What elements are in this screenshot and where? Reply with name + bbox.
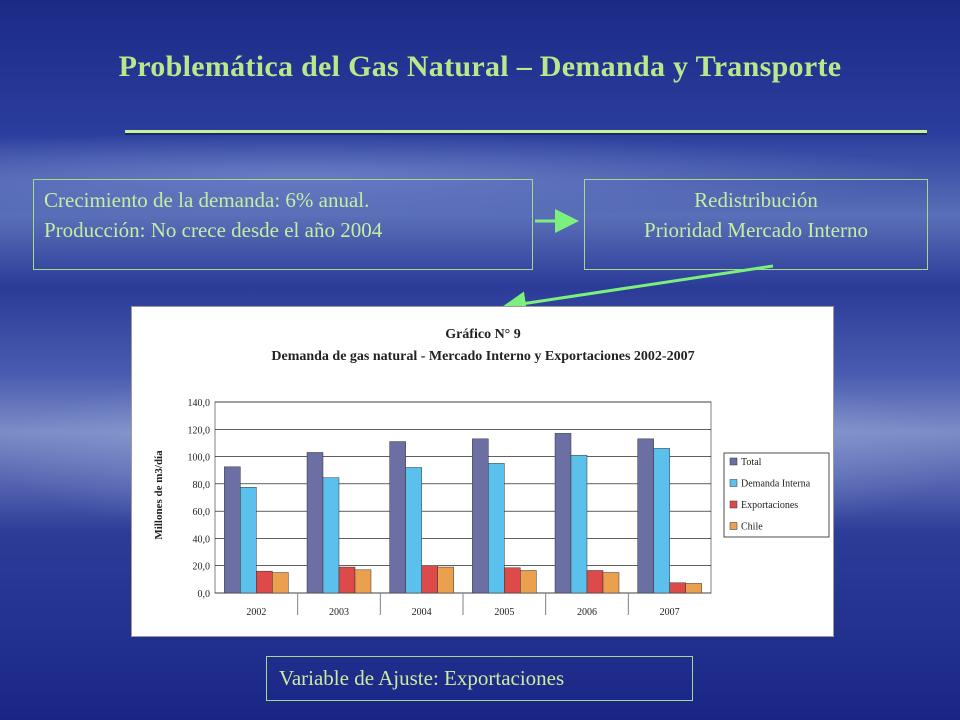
bar-chile-2004 xyxy=(438,567,454,593)
redistribution-text: Redistribución xyxy=(694,188,818,212)
bar-total-2002 xyxy=(224,467,240,593)
bar-demanda-interna-2002 xyxy=(240,487,256,593)
bar-demanda-interna-2006 xyxy=(571,455,587,593)
legend-label: Total xyxy=(741,457,762,468)
legend-swatch xyxy=(730,501,737,508)
bar-exportaciones-2006 xyxy=(587,570,603,593)
bar-total-2004 xyxy=(390,442,406,593)
bar-total-2006 xyxy=(555,433,571,593)
chart-title: Gráfico N° 9 xyxy=(445,327,521,342)
legend-swatch xyxy=(730,458,737,465)
bar-exportaciones-2003 xyxy=(339,567,355,593)
legend-label: Exportaciones xyxy=(741,500,799,511)
legend-label: Demanda Interna xyxy=(741,478,811,490)
adjustment-variable-text: Variable de Ajuste: Exportaciones xyxy=(279,666,565,690)
y-tick-label: 100,0 xyxy=(187,452,210,464)
x-tick-label: 2003 xyxy=(329,607,349,618)
y-tick-label: 40,0 xyxy=(192,534,210,546)
plot-area xyxy=(215,402,711,593)
y-tick-label: 20,0 xyxy=(192,561,210,573)
bar-exportaciones-2007 xyxy=(670,583,686,593)
bar-chile-2005 xyxy=(520,570,536,593)
bar-demanda-interna-2007 xyxy=(654,448,670,593)
production-text: Producción: No crece desde el año 2004 xyxy=(44,218,383,242)
y-tick-label: 120,0 xyxy=(187,425,210,437)
y-tick-label: 0,0 xyxy=(197,589,210,600)
chart-panel xyxy=(131,306,834,637)
y-tick-label: 60,0 xyxy=(192,507,210,519)
arrow-down-left-icon xyxy=(508,266,773,306)
x-tick-label: 2004 xyxy=(411,607,432,618)
slide-title: Problemática del Gas Natural – Demanda y Transporte xyxy=(118,50,842,83)
bar-exportaciones-2002 xyxy=(256,571,272,593)
bar-demanda-interna-2003 xyxy=(323,478,339,593)
bar-total-2005 xyxy=(472,439,488,593)
bar-chile-2002 xyxy=(272,573,288,593)
bar-chile-2003 xyxy=(355,570,371,593)
bar-chile-2007 xyxy=(686,583,702,593)
bar-total-2007 xyxy=(638,439,654,593)
x-tick-label: 2007 xyxy=(659,607,680,618)
legend-swatch xyxy=(730,523,737,530)
y-tick-label: 80,0 xyxy=(192,479,210,491)
bar-chart xyxy=(132,307,833,636)
bar-total-2003 xyxy=(307,452,323,593)
chart-subtitle: Demanda de gas natural - Mercado Interno y Exportaciones 2002-2007 xyxy=(271,349,695,364)
demand-growth-text: Crecimiento de la demanda: 6% anual. xyxy=(44,188,370,212)
y-tick-label: 140,0 xyxy=(187,398,210,409)
legend-box xyxy=(724,453,829,537)
legend-swatch xyxy=(730,480,737,487)
legend-label: Chile xyxy=(741,521,763,533)
x-tick-label: 2005 xyxy=(494,607,515,618)
x-tick-label: 2006 xyxy=(577,607,597,618)
bar-exportaciones-2004 xyxy=(422,566,438,593)
priority-text: Prioridad Mercado Interno xyxy=(644,218,868,242)
x-tick-label: 2002 xyxy=(246,607,267,618)
bar-chile-2006 xyxy=(603,573,619,593)
bar-demanda-interna-2004 xyxy=(406,467,422,593)
adjustment-variable-box xyxy=(266,656,693,701)
y-axis-label: Millones de m3/día xyxy=(153,450,165,540)
bar-exportaciones-2005 xyxy=(504,568,520,593)
bar-demanda-interna-2005 xyxy=(488,463,504,593)
